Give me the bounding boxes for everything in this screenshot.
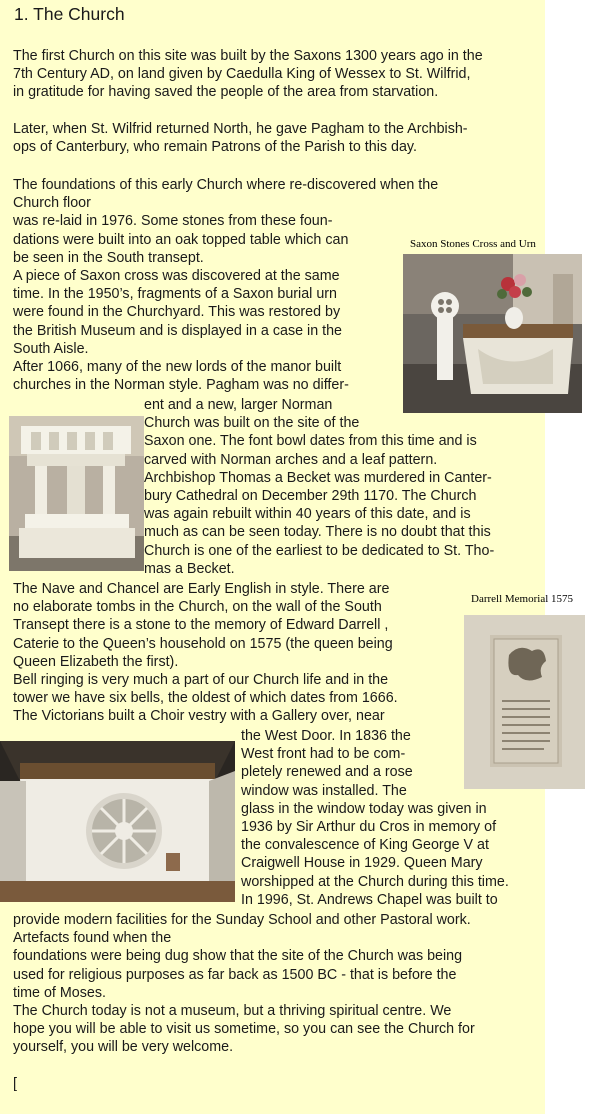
text-line: yourself, you will be very welcome.	[13, 1039, 234, 1056]
text-line: the West Door. In 1836 the	[241, 728, 411, 744]
text-line: West front had to be com-	[241, 746, 406, 763]
text-line: carved with Norman arches and a leaf pattern.	[144, 451, 438, 468]
text-line: worshipped at the Church during this time.	[241, 873, 509, 890]
text-line: glass in the window today was given in	[241, 800, 487, 817]
darrell-memorial-caption: Darrell Memorial 1575	[471, 593, 574, 605]
text-line: The Victorians built a Choir vestry with a Gallery over, near	[13, 708, 385, 725]
text-line: 7th Century AD, on land given by Caedulla King of Wessex to St. Wilfrid,	[13, 66, 471, 83]
text-line: used for religious purposes as far back as 1500 BC - that is before the	[13, 966, 457, 983]
saxon-stones-photo	[403, 254, 582, 413]
text-line: Church is one of the earliest to be dedicated to St. Tho-	[144, 542, 495, 559]
text-line: In 1996, St. Andrews Chapel was built to	[241, 891, 498, 908]
text-line: Artefacts found when the	[13, 930, 172, 947]
text-line: the British Museum and is displayed in a case in the	[13, 322, 343, 339]
text-line: no elaborate tombs in the Church, on the wall of the South	[13, 599, 382, 616]
text-line: time of Moses.	[13, 984, 106, 1001]
text-line: Queen Elizabeth the first).	[13, 653, 179, 670]
text-line: dations were built into an oak topped table which can	[13, 231, 349, 248]
text-line: Saxon one. The font bowl dates from this time and is	[144, 433, 477, 450]
text-line: was re-laid in 1976. Some stones from these foun-	[13, 213, 333, 230]
text-line: Church floor	[13, 195, 91, 212]
text-line: much as can be seen today. There is no doubt that this	[144, 524, 491, 541]
text-line: A piece of Saxon cross was discovered at the same	[13, 268, 340, 284]
text-line: After 1066, many of the new lords of the manor built	[13, 359, 342, 375]
text-line: tower we have six bells, the oldest of which dates from 1666.	[13, 690, 398, 707]
text-line: The Church today is not a museum, but a thriving spiritual centre. We	[13, 1003, 452, 1019]
saxon-stones-caption: Saxon Stones Cross and Urn	[410, 238, 536, 250]
text-line: were found in the Churchyard. This was restored by	[13, 304, 341, 321]
text-line: bury Cathedral on December 29th 1170. The Church	[144, 488, 477, 504]
text-line: The Nave and Chancel are Early English in style. There are	[13, 581, 390, 597]
darrell-memorial-photo	[464, 615, 585, 789]
text-line: Later, when St. Wilfrid returned North, he gave Pagham to the Archbish-	[13, 121, 468, 137]
text-line: time. In the 1950’s, fragments of a Saxon burial urn	[13, 286, 337, 303]
text-line: The foundations of this early Church where re-discovered when the	[13, 177, 439, 193]
rose-window-photo	[0, 741, 235, 902]
text-line: ent and a new, larger Norman	[144, 397, 333, 413]
norman-font-photo	[9, 416, 144, 571]
text-line: window was installed. The	[241, 782, 407, 799]
text-line: The first Church on this site was built by the Saxons 1300 years ago in the	[13, 48, 483, 64]
text-line: hope you will be able to visit us sometime, so you can see the Church for	[13, 1021, 475, 1038]
page-title: 1. The Church	[14, 4, 125, 24]
text-line: ops of Canterbury, who remain Patrons of the Parish to this day.	[13, 139, 417, 156]
text-line: pletely renewed and a rose	[241, 764, 413, 781]
text-line: foundations were being dug show that the site of the Church was being	[13, 948, 463, 965]
text-line: mas a Becket.	[144, 560, 235, 577]
text-line: Archbishop Thomas a Becket was murdered in Canter-	[144, 469, 492, 486]
text-line: Bell ringing is very much a part of our Church life and in the	[13, 672, 389, 688]
text-line: 1936 by Sir Arthur du Cros in memory of	[241, 819, 497, 835]
text-line: Caterie to the Queen’s household on 1575 (the queen being	[13, 635, 393, 652]
text-line: the convalescence of King George V at	[241, 837, 489, 854]
text-line: churches in the Norman style. Pagham was no differ-	[13, 377, 349, 394]
text-line: Transept there is a stone to the memory of Edward Darrell ,	[13, 617, 389, 634]
text-line: provide modern facilities for the Sunday School and other Pastoral work.	[13, 912, 471, 928]
text-line: was again rebuilt within 40 years of this date, and is	[144, 506, 471, 523]
text-line: Craigwell House in 1929. Queen Mary	[241, 855, 483, 872]
text-line: Church was built on the site of the	[144, 415, 360, 432]
text-line: in gratitude for having saved the people of the area from starvation.	[13, 84, 439, 101]
text-line: be seen in the South transept.	[13, 249, 204, 266]
trailing-bracket: [	[13, 1076, 17, 1092]
text-line: South Aisle.	[13, 340, 89, 357]
